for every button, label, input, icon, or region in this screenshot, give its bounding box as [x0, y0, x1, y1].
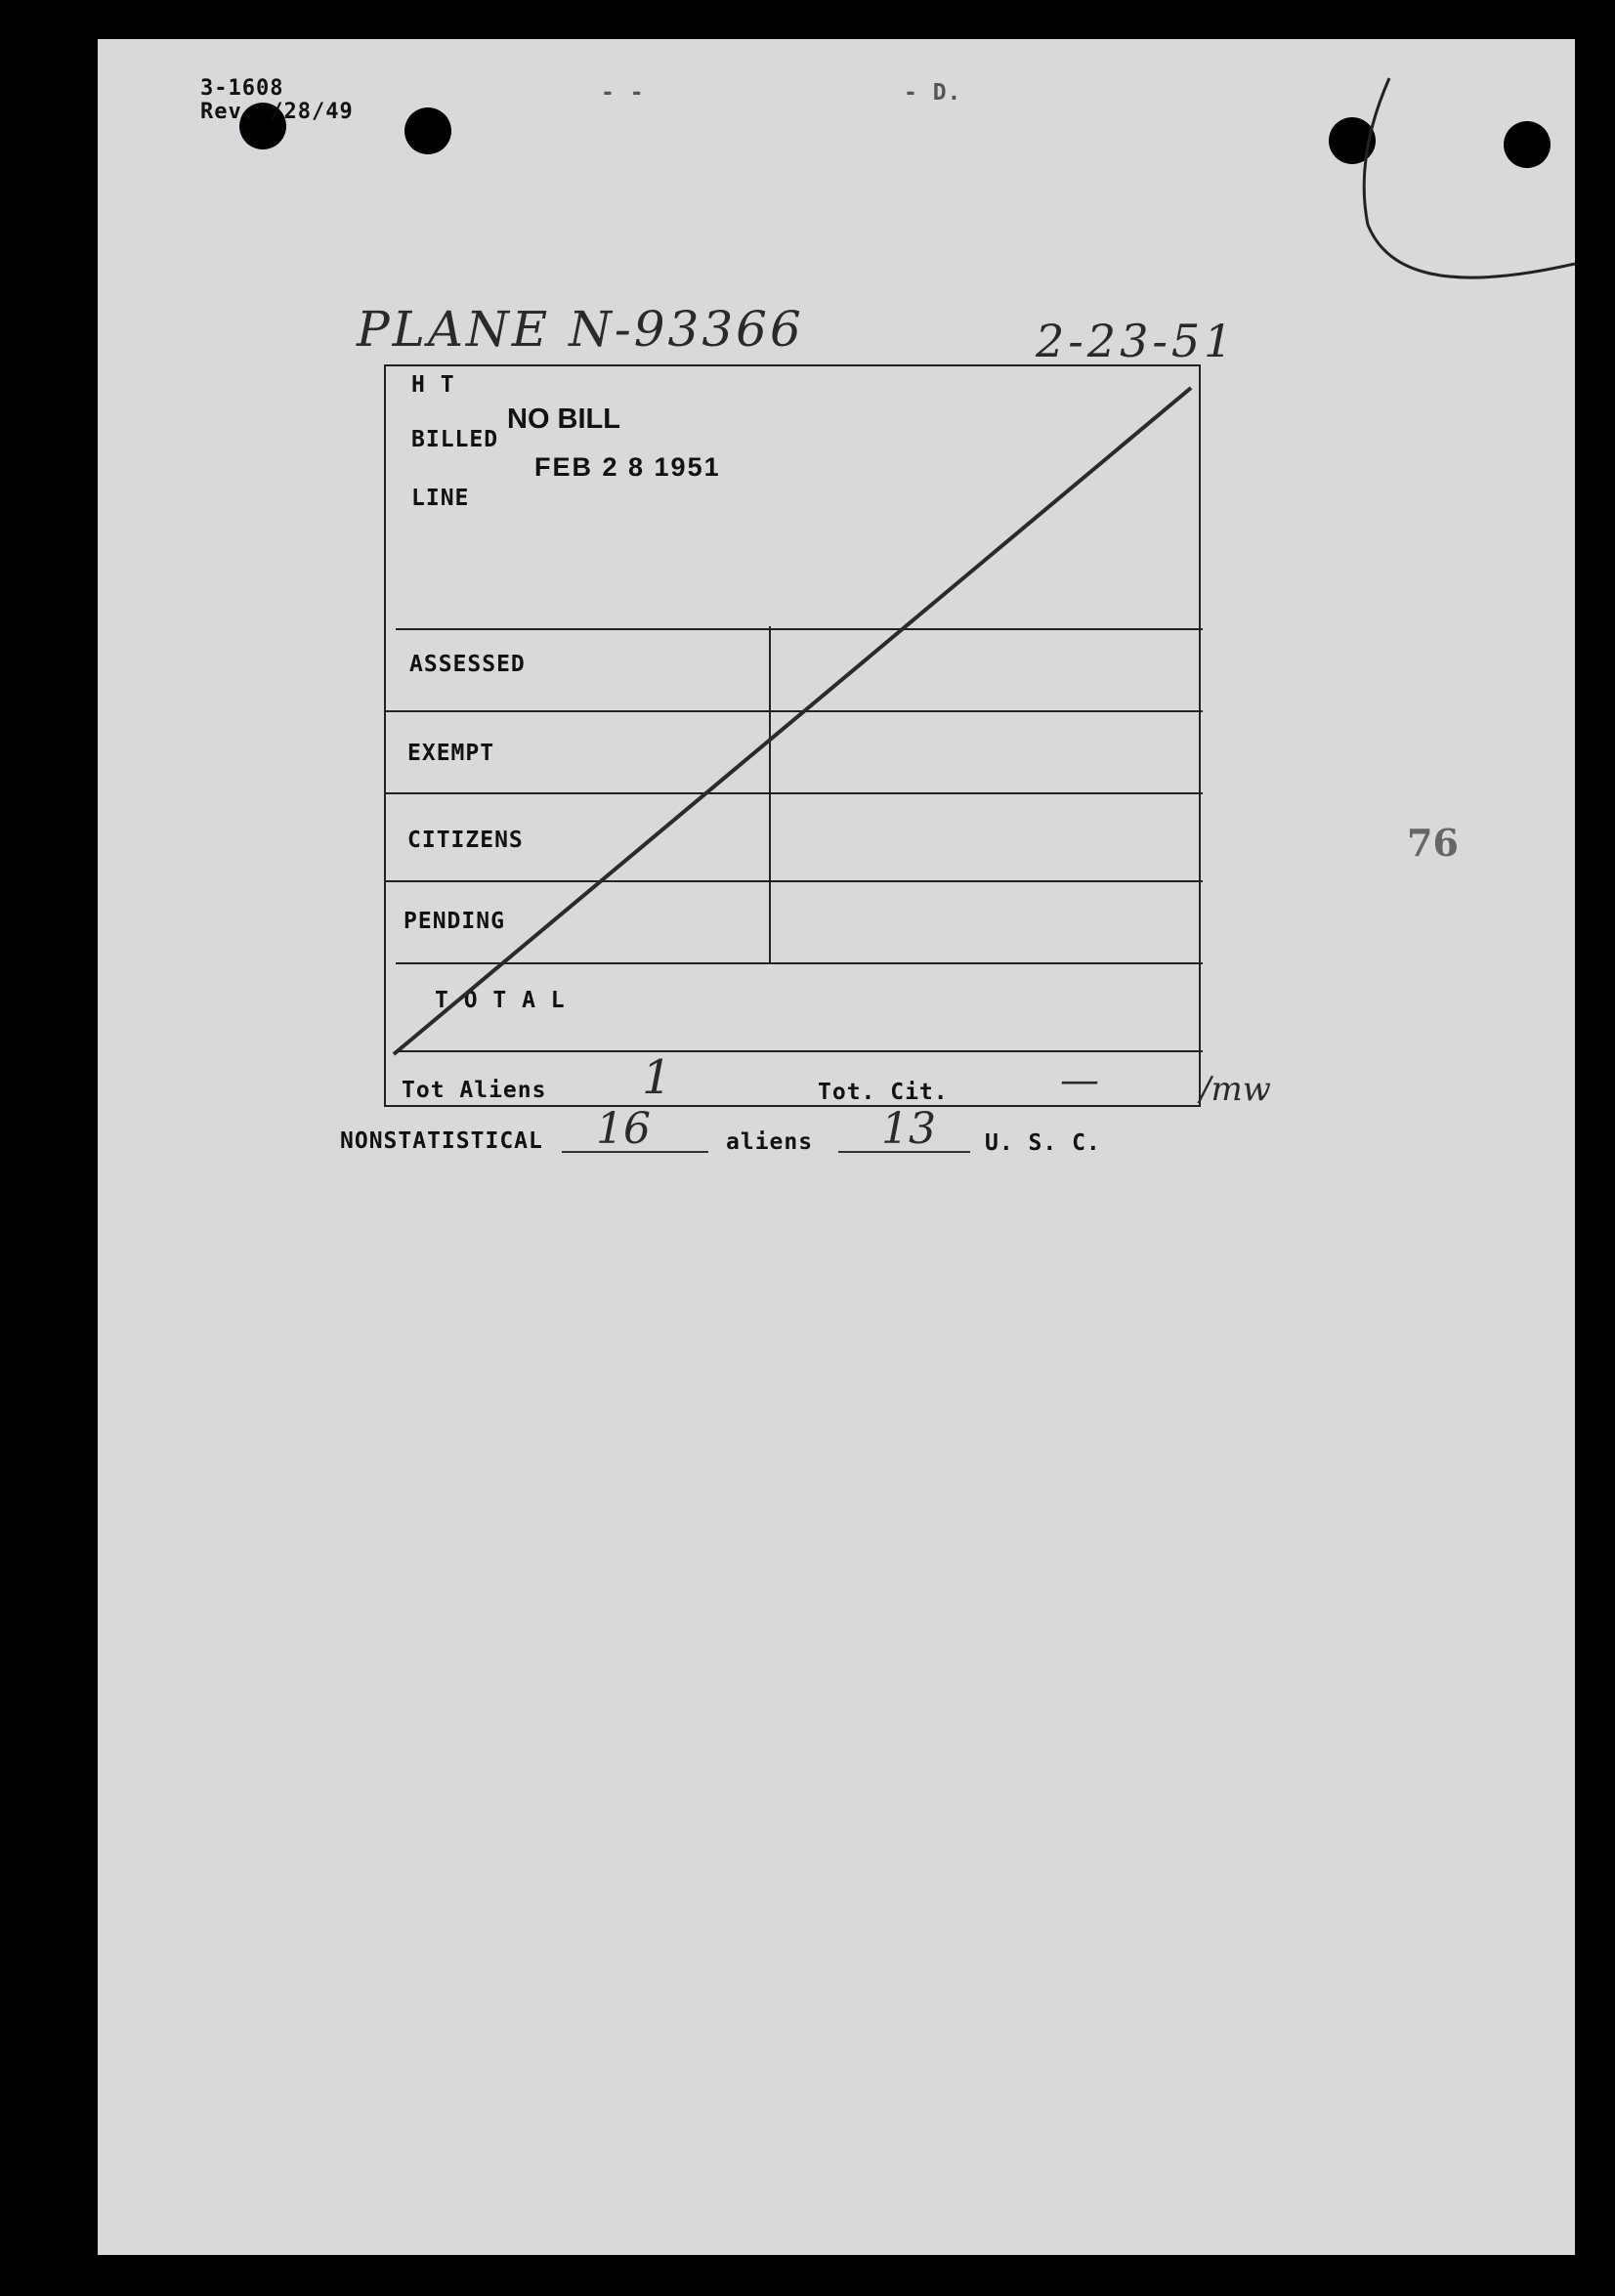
tot-aliens-value: 1 [642, 1050, 672, 1105]
document-page [98, 39, 1575, 2255]
tot-aliens-label: Tot Aliens [402, 1078, 547, 1103]
handwritten-date: 2-23-51 [1036, 315, 1237, 367]
nonstatistical-label: NONSTATISTICAL [340, 1128, 543, 1154]
usc-label: U. S. C. [985, 1130, 1101, 1156]
billed-label: BILLED [411, 427, 499, 452]
pencil-curve-mark [1329, 68, 1575, 342]
no-bill-stamp: NO BILL [507, 404, 620, 435]
form-number: 3-1608 [200, 76, 284, 101]
tot-cit-value: — [1060, 1058, 1099, 1103]
plane-number: PLANE N-93366 [357, 301, 804, 358]
total-label: T O T A L [435, 988, 566, 1013]
nonstat-aliens-value: 16 [596, 1104, 651, 1154]
nonstat-usc-value: 13 [881, 1104, 936, 1154]
ht-label: H T [411, 372, 455, 398]
stamp-date: FEB 2 8 1951 [534, 452, 721, 482]
row-label-pending: PENDING [404, 909, 505, 934]
tot-cit-label: Tot. Cit. [818, 1080, 949, 1105]
form-revision: Rev. /28/49 [200, 100, 354, 124]
line-label: LINE [411, 486, 470, 511]
top-mark: - - [601, 80, 645, 106]
diagonal-cancel-line [386, 366, 1203, 1109]
row-label-citizens: CITIZENS [407, 828, 524, 853]
punch-hole [404, 107, 451, 154]
top-mark: - D. [904, 80, 962, 106]
row-label-exempt: EXEMPT [407, 741, 495, 766]
side-number: 76 [1407, 821, 1459, 865]
initials: /mw [1200, 1070, 1271, 1109]
tally-form-box [384, 364, 1201, 1107]
aliens-label: aliens [726, 1129, 814, 1155]
row-label-assessed: ASSESSED [409, 652, 526, 677]
